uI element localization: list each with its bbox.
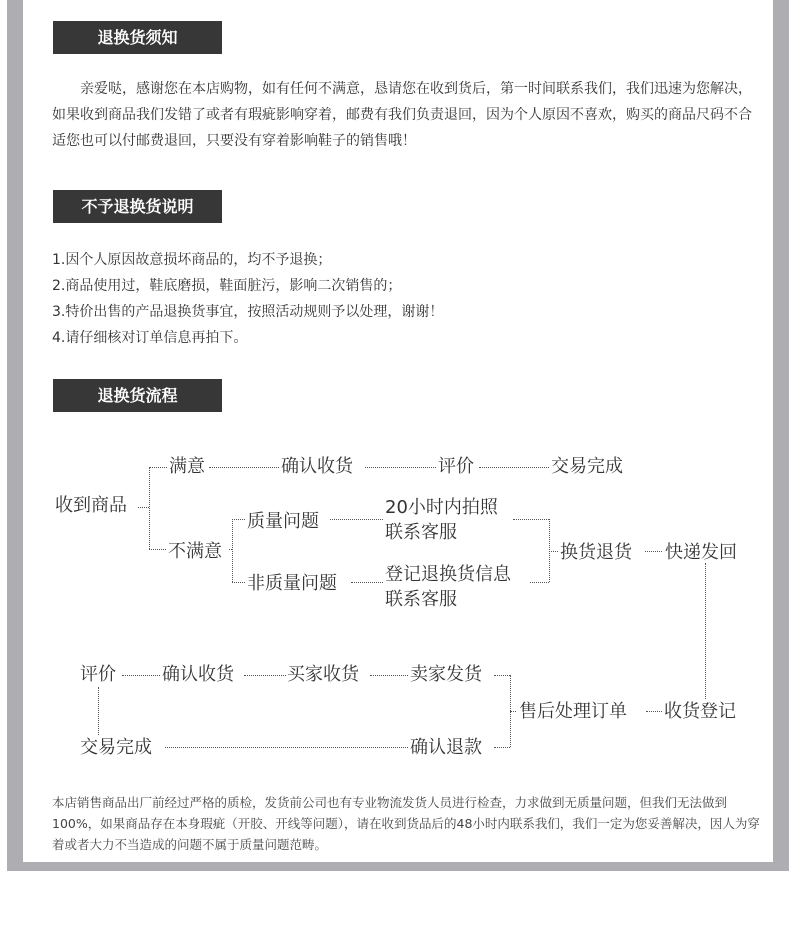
section-title-process: 退换货流程 (53, 379, 222, 412)
node-satisfied: 满意 (169, 456, 205, 477)
section-title-no-return: 不予退换货说明 (53, 190, 222, 223)
node-quality-issue: 质量问题 (247, 511, 319, 532)
node-exchange-or-return: 换货退货 (560, 542, 632, 563)
node-buyer-receive: 买家收货 (287, 664, 359, 685)
returns-notice-text: 亲爱哒，感谢您在本店购物，如有任何不满意，恳请您在收到货后，第一时间联系我们，我们迅速为您解决，如果收到商品我们发错了或者有瑕疵影响穿着，邮费有我们负责退回，因为个人原因不喜欢，购买的商品尺码不合适您也可以付邮费退回，只要没有穿着影响鞋子的销售哦！ (52, 81, 752, 149)
node-unsatisfied: 不满意 (168, 541, 222, 562)
node-review: 评价 (438, 456, 474, 477)
node-confirm-receipt: 确认收货 (281, 456, 353, 477)
rule-item: 2.商品使用过，鞋底磨损，鞋面脏污，影响二次销售的； (52, 278, 402, 294)
node-review-2: 评价 (80, 664, 116, 685)
quality-footer-note: 本店销售商品出厂前经过严格的质检，发货前公司也有专业物流发货人员进行检查，力求做到无质量问题，但我们无法做到100%，如果商品存在本身瑕疵（开胶、开线等问题），请在收到货品后的48小时内联系我们，我们一定为您妥善解决，因人为穿着或者大力不当造成的问题不属于质量问题范畴。 (52, 795, 760, 852)
node-receipt-register: 收货登记 (664, 701, 736, 722)
node-confirm-receipt-2: 确认收货 (162, 664, 234, 685)
node-contact-service: 联系客服 (385, 589, 457, 610)
node-receive-goods: 收到商品 (55, 495, 127, 516)
node-contact-service: 联系客服 (385, 522, 457, 543)
node-confirm-refund: 确认退款 (410, 737, 482, 758)
node-register-return-info: 登记退换货信息 (385, 564, 511, 585)
node-after-sale-process: 售后处理订单 (519, 701, 627, 722)
node-non-quality-issue: 非质量问题 (247, 573, 337, 594)
node-photo-within-20h: 20小时内拍照 (385, 497, 498, 518)
node-deal-done-2: 交易完成 (80, 737, 152, 758)
rule-item: 1.因个人原因故意损坏商品的，均不予退换； (52, 252, 332, 268)
rule-item: 3.特价出售的产品退换货事宜，按照活动规则予以处理，谢谢！ (52, 304, 444, 320)
node-seller-ship: 卖家发货 (410, 664, 482, 685)
section-title-returns-notice: 退换货须知 (53, 21, 222, 54)
rule-item: 4.请仔细核对订单信息再拍下。 (52, 330, 248, 346)
node-express-send-back: 快递发回 (665, 542, 737, 563)
no-return-rules (52, 247, 443, 351)
node-deal-done: 交易完成 (551, 456, 623, 477)
